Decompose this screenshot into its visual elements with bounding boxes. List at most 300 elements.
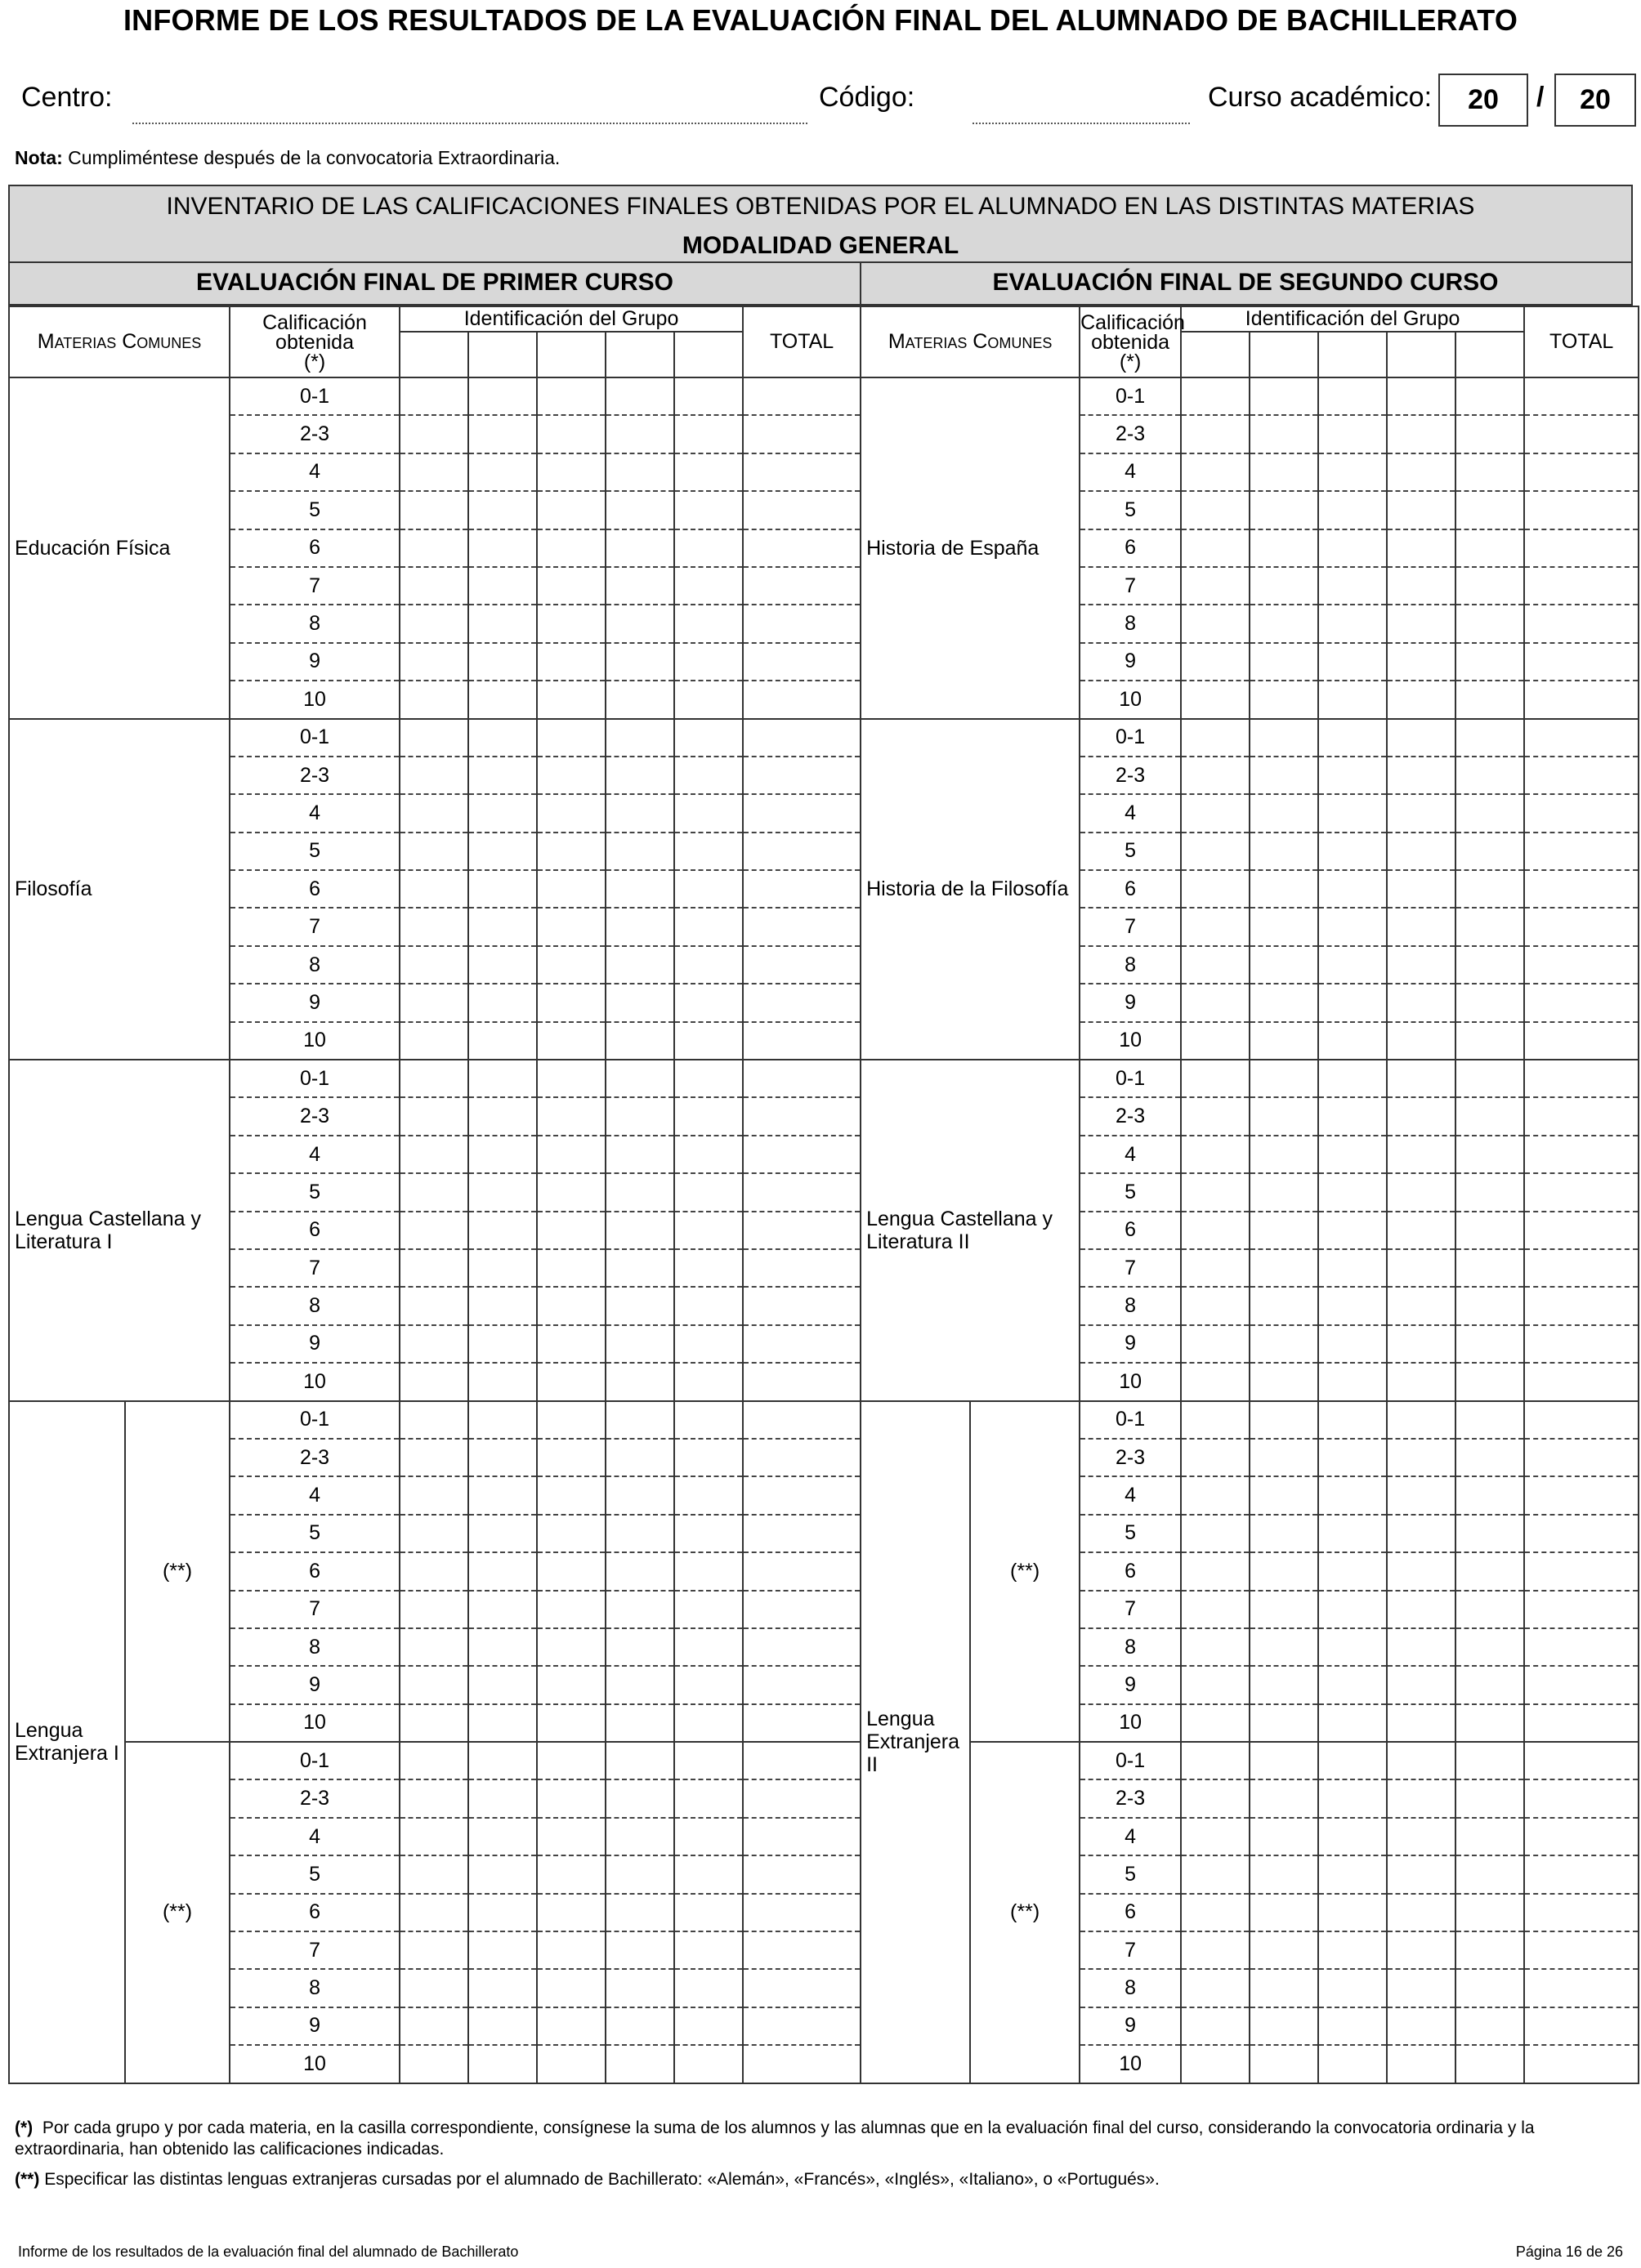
L-count-cell[interactable] — [674, 567, 743, 605]
L-total-cell[interactable] — [743, 1591, 861, 1628]
L-count-cell[interactable] — [606, 1476, 674, 1514]
L-total-cell[interactable] — [743, 1287, 861, 1324]
R-count-cell[interactable] — [1250, 1779, 1318, 1817]
L-count-cell[interactable] — [400, 1969, 468, 2007]
R-total-cell[interactable] — [1524, 1136, 1639, 1173]
R-count-cell[interactable] — [1250, 1401, 1318, 1439]
L-count-cell[interactable] — [674, 453, 743, 491]
L-count-cell[interactable] — [606, 1969, 674, 2007]
L-count-cell[interactable] — [400, 1249, 468, 1287]
R-count-cell[interactable] — [1181, 2045, 1250, 2083]
R-count-cell[interactable] — [1318, 377, 1387, 415]
R-count-cell[interactable] — [1455, 1212, 1524, 1249]
R-count-cell[interactable] — [1250, 1969, 1318, 2007]
L-language-spec-cell[interactable]: (**) — [125, 1401, 230, 1743]
R-count-cell[interactable] — [1250, 1894, 1318, 1931]
L-total-cell[interactable] — [743, 453, 861, 491]
L-count-cell[interactable] — [606, 1097, 674, 1135]
L-count-cell[interactable] — [400, 1173, 468, 1211]
centro-field[interactable] — [132, 123, 807, 124]
R-count-cell[interactable] — [1181, 1855, 1250, 1893]
R-count-cell[interactable] — [1387, 1591, 1455, 1628]
R-count-cell[interactable] — [1181, 529, 1250, 567]
R-count-cell[interactable] — [1250, 794, 1318, 832]
R-count-cell[interactable] — [1455, 870, 1524, 908]
R-count-cell[interactable] — [1455, 1136, 1524, 1173]
L-count-cell[interactable] — [606, 643, 674, 681]
R-count-cell[interactable] — [1181, 1097, 1250, 1135]
R-count-cell[interactable] — [1250, 1363, 1318, 1400]
R-count-cell[interactable] — [1387, 1931, 1455, 1969]
L-count-cell[interactable] — [468, 377, 537, 415]
L-count-cell[interactable] — [400, 1136, 468, 1173]
R-total-cell[interactable] — [1524, 870, 1639, 908]
L-count-cell[interactable] — [468, 1704, 537, 1742]
L-count-cell[interactable] — [537, 2007, 606, 2045]
R-count-cell[interactable] — [1181, 1363, 1250, 1400]
R-count-cell[interactable] — [1318, 643, 1387, 681]
R-count-cell[interactable] — [1318, 1969, 1387, 2007]
R-count-cell[interactable] — [1387, 567, 1455, 605]
L-count-cell[interactable] — [468, 908, 537, 945]
R-count-cell[interactable] — [1250, 1439, 1318, 1476]
L-count-cell[interactable] — [400, 757, 468, 794]
L-count-cell[interactable] — [468, 1212, 537, 1249]
L-count-cell[interactable] — [606, 567, 674, 605]
L-count-cell[interactable] — [674, 1704, 743, 1742]
R-total-cell[interactable] — [1524, 946, 1639, 984]
L-count-cell[interactable] — [400, 1476, 468, 1514]
R-count-cell[interactable] — [1250, 833, 1318, 870]
L-total-cell[interactable] — [743, 529, 861, 567]
R-total-cell[interactable] — [1524, 984, 1639, 1021]
R-count-cell[interactable] — [1250, 1818, 1318, 1855]
R-count-cell[interactable] — [1455, 1097, 1524, 1135]
R-count-cell[interactable] — [1250, 1060, 1318, 1097]
L-count-cell[interactable] — [400, 1097, 468, 1135]
L-total-cell[interactable] — [743, 984, 861, 1021]
L-count-cell[interactable] — [400, 984, 468, 1021]
R-count-cell[interactable] — [1250, 1022, 1318, 1060]
L-count-cell[interactable] — [674, 1591, 743, 1628]
L-count-cell[interactable] — [468, 870, 537, 908]
L-total-cell[interactable] — [743, 1476, 861, 1514]
L-total-cell[interactable] — [743, 2045, 861, 2083]
R-count-cell[interactable] — [1318, 1060, 1387, 1097]
L-count-cell[interactable] — [674, 1894, 743, 1931]
L-count-cell[interactable] — [537, 1969, 606, 2007]
R-count-cell[interactable] — [1318, 1931, 1387, 1969]
L-count-cell[interactable] — [468, 1818, 537, 1855]
R-count-cell[interactable] — [1455, 1173, 1524, 1211]
R-count-cell[interactable] — [1387, 1401, 1455, 1439]
R-count-cell[interactable] — [1250, 946, 1318, 984]
L-count-cell[interactable] — [468, 1779, 537, 1817]
R-count-cell[interactable] — [1250, 1097, 1318, 1135]
R-count-cell[interactable] — [1181, 567, 1250, 605]
R-count-cell[interactable] — [1455, 453, 1524, 491]
L-count-cell[interactable] — [537, 833, 606, 870]
R-count-cell[interactable] — [1455, 1818, 1524, 1855]
L-count-cell[interactable] — [468, 1894, 537, 1931]
L-total-cell[interactable] — [743, 2007, 861, 2045]
R-count-cell[interactable] — [1318, 567, 1387, 605]
L-count-cell[interactable] — [537, 1022, 606, 1060]
L-count-cell[interactable] — [674, 1136, 743, 1173]
R-group-id-cell[interactable] — [1455, 332, 1524, 377]
R-total-cell[interactable] — [1524, 415, 1639, 453]
L-count-cell[interactable] — [674, 870, 743, 908]
L-count-cell[interactable] — [537, 908, 606, 945]
L-count-cell[interactable] — [468, 719, 537, 757]
R-count-cell[interactable] — [1387, 1097, 1455, 1135]
L-count-cell[interactable] — [400, 2007, 468, 2045]
R-count-cell[interactable] — [1318, 1439, 1387, 1476]
L-count-cell[interactable] — [606, 453, 674, 491]
R-count-cell[interactable] — [1318, 605, 1387, 642]
L-count-cell[interactable] — [468, 1136, 537, 1173]
L-count-cell[interactable] — [400, 453, 468, 491]
R-count-cell[interactable] — [1387, 794, 1455, 832]
R-count-cell[interactable] — [1387, 1136, 1455, 1173]
L-count-cell[interactable] — [606, 1628, 674, 1666]
R-count-cell[interactable] — [1387, 1212, 1455, 1249]
R-count-cell[interactable] — [1250, 2045, 1318, 2083]
L-count-cell[interactable] — [400, 833, 468, 870]
L-count-cell[interactable] — [674, 491, 743, 529]
L-count-cell[interactable] — [400, 1515, 468, 1552]
L-count-cell[interactable] — [606, 1060, 674, 1097]
L-count-cell[interactable] — [537, 1401, 606, 1439]
L-count-cell[interactable] — [400, 1855, 468, 1893]
R-count-cell[interactable] — [1181, 2007, 1250, 2045]
R-count-cell[interactable] — [1318, 1818, 1387, 1855]
L-total-cell[interactable] — [743, 1779, 861, 1817]
L-count-cell[interactable] — [537, 643, 606, 681]
R-count-cell[interactable] — [1387, 1325, 1455, 1363]
R-count-cell[interactable] — [1387, 1249, 1455, 1287]
R-total-cell[interactable] — [1524, 453, 1639, 491]
R-count-cell[interactable] — [1318, 453, 1387, 491]
L-count-cell[interactable] — [468, 643, 537, 681]
R-count-cell[interactable] — [1455, 1552, 1524, 1590]
R-count-cell[interactable] — [1181, 1969, 1250, 2007]
L-count-cell[interactable] — [400, 643, 468, 681]
L-count-cell[interactable] — [606, 1325, 674, 1363]
R-count-cell[interactable] — [1181, 833, 1250, 870]
R-count-cell[interactable] — [1181, 415, 1250, 453]
L-count-cell[interactable] — [468, 415, 537, 453]
R-count-cell[interactable] — [1250, 1742, 1318, 1779]
R-count-cell[interactable] — [1387, 1515, 1455, 1552]
R-count-cell[interactable] — [1455, 2045, 1524, 2083]
R-count-cell[interactable] — [1387, 1439, 1455, 1476]
R-count-cell[interactable] — [1318, 2007, 1387, 2045]
R-count-cell[interactable] — [1387, 1969, 1455, 2007]
L-count-cell[interactable] — [468, 1515, 537, 1552]
L-total-cell[interactable] — [743, 1818, 861, 1855]
R-count-cell[interactable] — [1455, 1704, 1524, 1742]
L-count-cell[interactable] — [606, 1704, 674, 1742]
L-total-cell[interactable] — [743, 1742, 861, 1779]
L-count-cell[interactable] — [400, 1818, 468, 1855]
R-count-cell[interactable] — [1387, 946, 1455, 984]
R-count-cell[interactable] — [1318, 1894, 1387, 1931]
R-count-cell[interactable] — [1318, 1855, 1387, 1893]
L-count-cell[interactable] — [674, 1363, 743, 1400]
R-count-cell[interactable] — [1181, 1173, 1250, 1211]
R-count-cell[interactable] — [1181, 1439, 1250, 1476]
R-total-cell[interactable] — [1524, 1704, 1639, 1742]
L-group-id-cell[interactable] — [400, 332, 468, 377]
L-total-cell[interactable] — [743, 1969, 861, 2007]
L-count-cell[interactable] — [606, 1591, 674, 1628]
R-count-cell[interactable] — [1250, 757, 1318, 794]
R-total-cell[interactable] — [1524, 1476, 1639, 1514]
R-count-cell[interactable] — [1318, 1173, 1387, 1211]
R-count-cell[interactable] — [1387, 2045, 1455, 2083]
L-count-cell[interactable] — [674, 794, 743, 832]
R-count-cell[interactable] — [1318, 794, 1387, 832]
R-count-cell[interactable] — [1250, 908, 1318, 945]
R-group-id-cell[interactable] — [1250, 332, 1318, 377]
R-count-cell[interactable] — [1181, 908, 1250, 945]
R-count-cell[interactable] — [1318, 1742, 1387, 1779]
R-count-cell[interactable] — [1455, 757, 1524, 794]
R-count-cell[interactable] — [1455, 567, 1524, 605]
L-count-cell[interactable] — [606, 2007, 674, 2045]
R-total-cell[interactable] — [1524, 2007, 1639, 2045]
L-count-cell[interactable] — [537, 946, 606, 984]
L-count-cell[interactable] — [537, 529, 606, 567]
L-count-cell[interactable] — [674, 681, 743, 718]
R-count-cell[interactable] — [1250, 1666, 1318, 1703]
L-count-cell[interactable] — [400, 870, 468, 908]
L-count-cell[interactable] — [606, 1515, 674, 1552]
L-count-cell[interactable] — [468, 984, 537, 1021]
L-count-cell[interactable] — [606, 529, 674, 567]
L-count-cell[interactable] — [606, 1212, 674, 1249]
R-count-cell[interactable] — [1387, 1363, 1455, 1400]
L-count-cell[interactable] — [468, 1439, 537, 1476]
L-count-cell[interactable] — [537, 605, 606, 642]
L-count-cell[interactable] — [537, 1666, 606, 1703]
L-count-cell[interactable] — [468, 1476, 537, 1514]
L-count-cell[interactable] — [674, 2045, 743, 2083]
L-count-cell[interactable] — [400, 681, 468, 718]
L-count-cell[interactable] — [606, 681, 674, 718]
L-count-cell[interactable] — [400, 1552, 468, 1590]
R-count-cell[interactable] — [1387, 833, 1455, 870]
R-count-cell[interactable] — [1250, 1704, 1318, 1742]
R-count-cell[interactable] — [1318, 946, 1387, 984]
R-count-cell[interactable] — [1455, 605, 1524, 642]
L-total-cell[interactable] — [743, 870, 861, 908]
L-count-cell[interactable] — [674, 1742, 743, 1779]
L-count-cell[interactable] — [606, 1818, 674, 1855]
R-count-cell[interactable] — [1250, 491, 1318, 529]
R-total-cell[interactable] — [1524, 1249, 1639, 1287]
R-total-cell[interactable] — [1524, 1969, 1639, 2007]
L-count-cell[interactable] — [674, 1779, 743, 1817]
R-count-cell[interactable] — [1318, 681, 1387, 718]
L-count-cell[interactable] — [468, 453, 537, 491]
L-count-cell[interactable] — [468, 1552, 537, 1590]
R-count-cell[interactable] — [1455, 1060, 1524, 1097]
R-count-cell[interactable] — [1387, 908, 1455, 945]
L-count-cell[interactable] — [674, 1855, 743, 1893]
L-count-cell[interactable] — [468, 1401, 537, 1439]
R-count-cell[interactable] — [1250, 1628, 1318, 1666]
R-count-cell[interactable] — [1455, 984, 1524, 1021]
L-count-cell[interactable] — [468, 946, 537, 984]
L-count-cell[interactable] — [674, 1969, 743, 2007]
L-count-cell[interactable] — [606, 1894, 674, 1931]
R-count-cell[interactable] — [1455, 529, 1524, 567]
L-count-cell[interactable] — [537, 1097, 606, 1135]
L-count-cell[interactable] — [674, 984, 743, 1021]
R-total-cell[interactable] — [1524, 757, 1639, 794]
R-count-cell[interactable] — [1387, 1060, 1455, 1097]
R-count-cell[interactable] — [1455, 1515, 1524, 1552]
R-count-cell[interactable] — [1250, 1476, 1318, 1514]
L-count-cell[interactable] — [674, 1287, 743, 1324]
R-count-cell[interactable] — [1181, 491, 1250, 529]
L-total-cell[interactable] — [743, 605, 861, 642]
L-count-cell[interactable] — [606, 1401, 674, 1439]
R-count-cell[interactable] — [1387, 1666, 1455, 1703]
R-count-cell[interactable] — [1387, 1628, 1455, 1666]
R-count-cell[interactable] — [1455, 2007, 1524, 2045]
R-count-cell[interactable] — [1181, 1779, 1250, 1817]
R-count-cell[interactable] — [1318, 1779, 1387, 1817]
R-count-cell[interactable] — [1455, 719, 1524, 757]
R-count-cell[interactable] — [1318, 1666, 1387, 1703]
L-count-cell[interactable] — [674, 946, 743, 984]
R-count-cell[interactable] — [1250, 1287, 1318, 1324]
L-count-cell[interactable] — [400, 377, 468, 415]
R-count-cell[interactable] — [1250, 529, 1318, 567]
L-count-cell[interactable] — [468, 1022, 537, 1060]
L-count-cell[interactable] — [674, 377, 743, 415]
L-count-cell[interactable] — [537, 870, 606, 908]
L-count-cell[interactable] — [606, 833, 674, 870]
L-count-cell[interactable] — [468, 1742, 537, 1779]
R-count-cell[interactable] — [1455, 1969, 1524, 2007]
L-total-cell[interactable] — [743, 1894, 861, 1931]
L-count-cell[interactable] — [606, 870, 674, 908]
L-count-cell[interactable] — [606, 1931, 674, 1969]
L-count-cell[interactable] — [674, 1097, 743, 1135]
L-total-cell[interactable] — [743, 908, 861, 945]
R-count-cell[interactable] — [1455, 643, 1524, 681]
R-count-cell[interactable] — [1455, 1666, 1524, 1703]
R-count-cell[interactable] — [1455, 1439, 1524, 1476]
R-count-cell[interactable] — [1455, 1742, 1524, 1779]
R-count-cell[interactable] — [1318, 1591, 1387, 1628]
R-total-cell[interactable] — [1524, 1552, 1639, 1590]
R-total-cell[interactable] — [1524, 491, 1639, 529]
R-count-cell[interactable] — [1455, 794, 1524, 832]
L-count-cell[interactable] — [400, 1060, 468, 1097]
R-language-spec-cell[interactable]: (**) — [970, 1742, 1080, 2083]
R-total-cell[interactable] — [1524, 1173, 1639, 1211]
R-count-cell[interactable] — [1387, 681, 1455, 718]
L-count-cell[interactable] — [400, 1704, 468, 1742]
L-count-cell[interactable] — [537, 491, 606, 529]
R-count-cell[interactable] — [1181, 1591, 1250, 1628]
R-count-cell[interactable] — [1181, 719, 1250, 757]
R-count-cell[interactable] — [1455, 1022, 1524, 1060]
R-count-cell[interactable] — [1318, 1704, 1387, 1742]
L-count-cell[interactable] — [606, 794, 674, 832]
R-count-cell[interactable] — [1387, 1779, 1455, 1817]
L-count-cell[interactable] — [537, 1818, 606, 1855]
R-group-id-cell[interactable] — [1318, 332, 1387, 377]
R-count-cell[interactable] — [1181, 946, 1250, 984]
L-count-cell[interactable] — [606, 1249, 674, 1287]
R-total-cell[interactable] — [1524, 1628, 1639, 1666]
L-count-cell[interactable] — [537, 377, 606, 415]
L-count-cell[interactable] — [537, 1931, 606, 1969]
L-count-cell[interactable] — [674, 1666, 743, 1703]
L-count-cell[interactable] — [674, 908, 743, 945]
L-count-cell[interactable] — [537, 1742, 606, 1779]
L-count-cell[interactable] — [400, 1931, 468, 1969]
R-total-cell[interactable] — [1524, 1287, 1639, 1324]
R-count-cell[interactable] — [1318, 757, 1387, 794]
L-count-cell[interactable] — [468, 1097, 537, 1135]
L-count-cell[interactable] — [537, 1476, 606, 1514]
R-count-cell[interactable] — [1181, 1476, 1250, 1514]
R-count-cell[interactable] — [1181, 1894, 1250, 1931]
L-total-cell[interactable] — [743, 719, 861, 757]
R-count-cell[interactable] — [1181, 1742, 1250, 1779]
L-count-cell[interactable] — [400, 491, 468, 529]
R-count-cell[interactable] — [1387, 1742, 1455, 1779]
L-total-cell[interactable] — [743, 567, 861, 605]
L-count-cell[interactable] — [606, 605, 674, 642]
R-count-cell[interactable] — [1181, 1249, 1250, 1287]
L-count-cell[interactable] — [468, 1173, 537, 1211]
L-count-cell[interactable] — [606, 719, 674, 757]
L-count-cell[interactable] — [537, 1591, 606, 1628]
R-count-cell[interactable] — [1318, 1097, 1387, 1135]
R-count-cell[interactable] — [1181, 1818, 1250, 1855]
L-count-cell[interactable] — [400, 567, 468, 605]
L-count-cell[interactable] — [674, 1249, 743, 1287]
L-count-cell[interactable] — [468, 529, 537, 567]
R-count-cell[interactable] — [1181, 1060, 1250, 1097]
R-total-cell[interactable] — [1524, 1097, 1639, 1135]
L-count-cell[interactable] — [674, 1931, 743, 1969]
R-total-cell[interactable] — [1524, 2045, 1639, 2083]
L-count-cell[interactable] — [468, 794, 537, 832]
R-count-cell[interactable] — [1250, 415, 1318, 453]
L-count-cell[interactable] — [400, 794, 468, 832]
R-total-cell[interactable] — [1524, 1742, 1639, 1779]
L-count-cell[interactable] — [537, 1552, 606, 1590]
L-total-cell[interactable] — [743, 1173, 861, 1211]
R-count-cell[interactable] — [1455, 1779, 1524, 1817]
L-total-cell[interactable] — [743, 1022, 861, 1060]
L-count-cell[interactable] — [468, 1287, 537, 1324]
R-count-cell[interactable] — [1250, 984, 1318, 1021]
R-count-cell[interactable] — [1455, 377, 1524, 415]
L-count-cell[interactable] — [606, 757, 674, 794]
L-count-cell[interactable] — [674, 529, 743, 567]
R-total-cell[interactable] — [1524, 567, 1639, 605]
